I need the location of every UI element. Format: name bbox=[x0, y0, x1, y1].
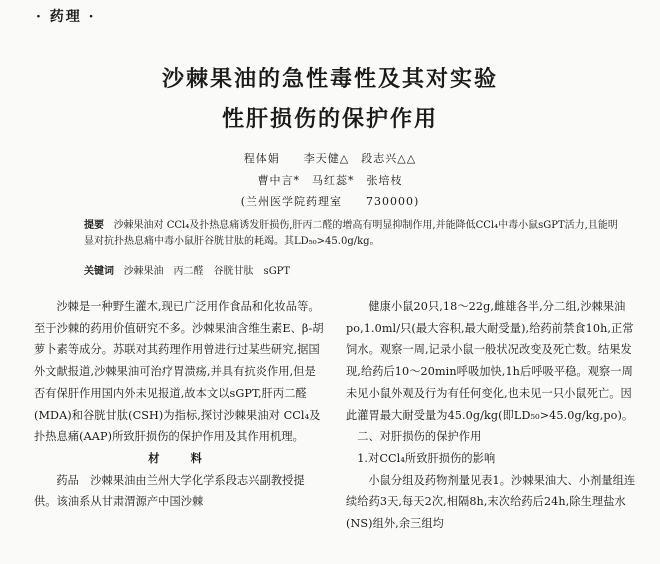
abstract-label: 提要 bbox=[84, 220, 104, 231]
journal-section-header: · 药理 · bbox=[36, 9, 96, 25]
left-column bbox=[34, 296, 326, 513]
intro-paragraph: 沙棘是一种野生灌木,现已广泛用作食品和化妆品等。至于沙棘的药用价值研究不多。沙棘果油含维生素E、β-胡萝卜素等成分。苏联对其药理作用曾进行过某些研究,据国外文献报道,沙棘果油可治疗胃溃疡,并具有抗炎作用,但是否有保肝作用国内外未见报道,故本文以sGPT,肝丙二醛(MDA)和谷胱甘肽(CSH)为指标,探讨沙棘果油对 CCl₄及扑热息痛(AAP)所致肝损伤的保护作用及其作用机理。 bbox=[34, 300, 324, 444]
materials-paragraph: 药品 沙棘果油由兰州大学化学系段志兴副教授提供。该油系从甘肃渭源产中国沙棘 bbox=[34, 473, 305, 509]
section-heading-liver-protection: 二、对肝损伤的保护作用 bbox=[357, 430, 482, 444]
subsection-heading-ccl4: 1.对CCl₄所致肝损伤的影响 bbox=[357, 451, 496, 465]
article-title-line-1: 沙棘果油的急性毒性及其对实验 bbox=[161, 66, 498, 92]
affiliation: (兰州医学院药理室 730000) bbox=[240, 195, 420, 208]
right-column bbox=[346, 296, 638, 535]
grouping-paragraph: 小鼠分组及药物剂量见表1。沙棘果油大、小剂量组连续给药3天,每天2次,相隔8h,末次给药后24h,除生理盐水(NS)组外,余三组均 bbox=[346, 473, 636, 531]
acute-toxicity-paragraph: 健康小鼠20只,18～22g,雌雄各半,分二组,沙棘果油po,1.0ml/只(最大容积,最大耐受量),给药前禁食10h,正常饲水。观察一周,记录小鼠一般状况改变及死亡数。结果发现,给药后10～20min呼吸加快,1h后呼吸平稳。观察一周未见小鼠外观及行为有任何变化,也未见一只小鼠死亡。因此灌胃最大耐受量为45.0g/kg(即LD₅₀>45.0g/kg,po)。 bbox=[346, 300, 634, 422]
article-title-line-2: 性肝损伤的保护作用 bbox=[221, 106, 438, 132]
authors-line-1: 程体娟 李天健△ 段志兴△△ bbox=[243, 152, 417, 165]
abstract-text: 沙棘果油对 CCl₄及扑热息痛诱发肝损伤,肝丙二醛的增高有明显抑制作用,并能降低CCl₄中毒小鼠sGPT活力,且能明显对抗扑热息痛中毒小鼠肝谷胱甘肽的耗竭。其LD₅₀>45.0g/kg。 bbox=[84, 220, 618, 247]
keywords-label: 关键词 bbox=[84, 266, 114, 277]
keywords-text: 沙棘果油 丙二醛 谷胱甘肽 sGPT bbox=[123, 266, 291, 277]
keywords bbox=[84, 262, 624, 277]
authors-line-2: 曹中言* 马红蕊* 张培枝 bbox=[257, 174, 403, 187]
section-heading-materials: 材 料 bbox=[148, 450, 212, 465]
abstract bbox=[84, 218, 624, 250]
